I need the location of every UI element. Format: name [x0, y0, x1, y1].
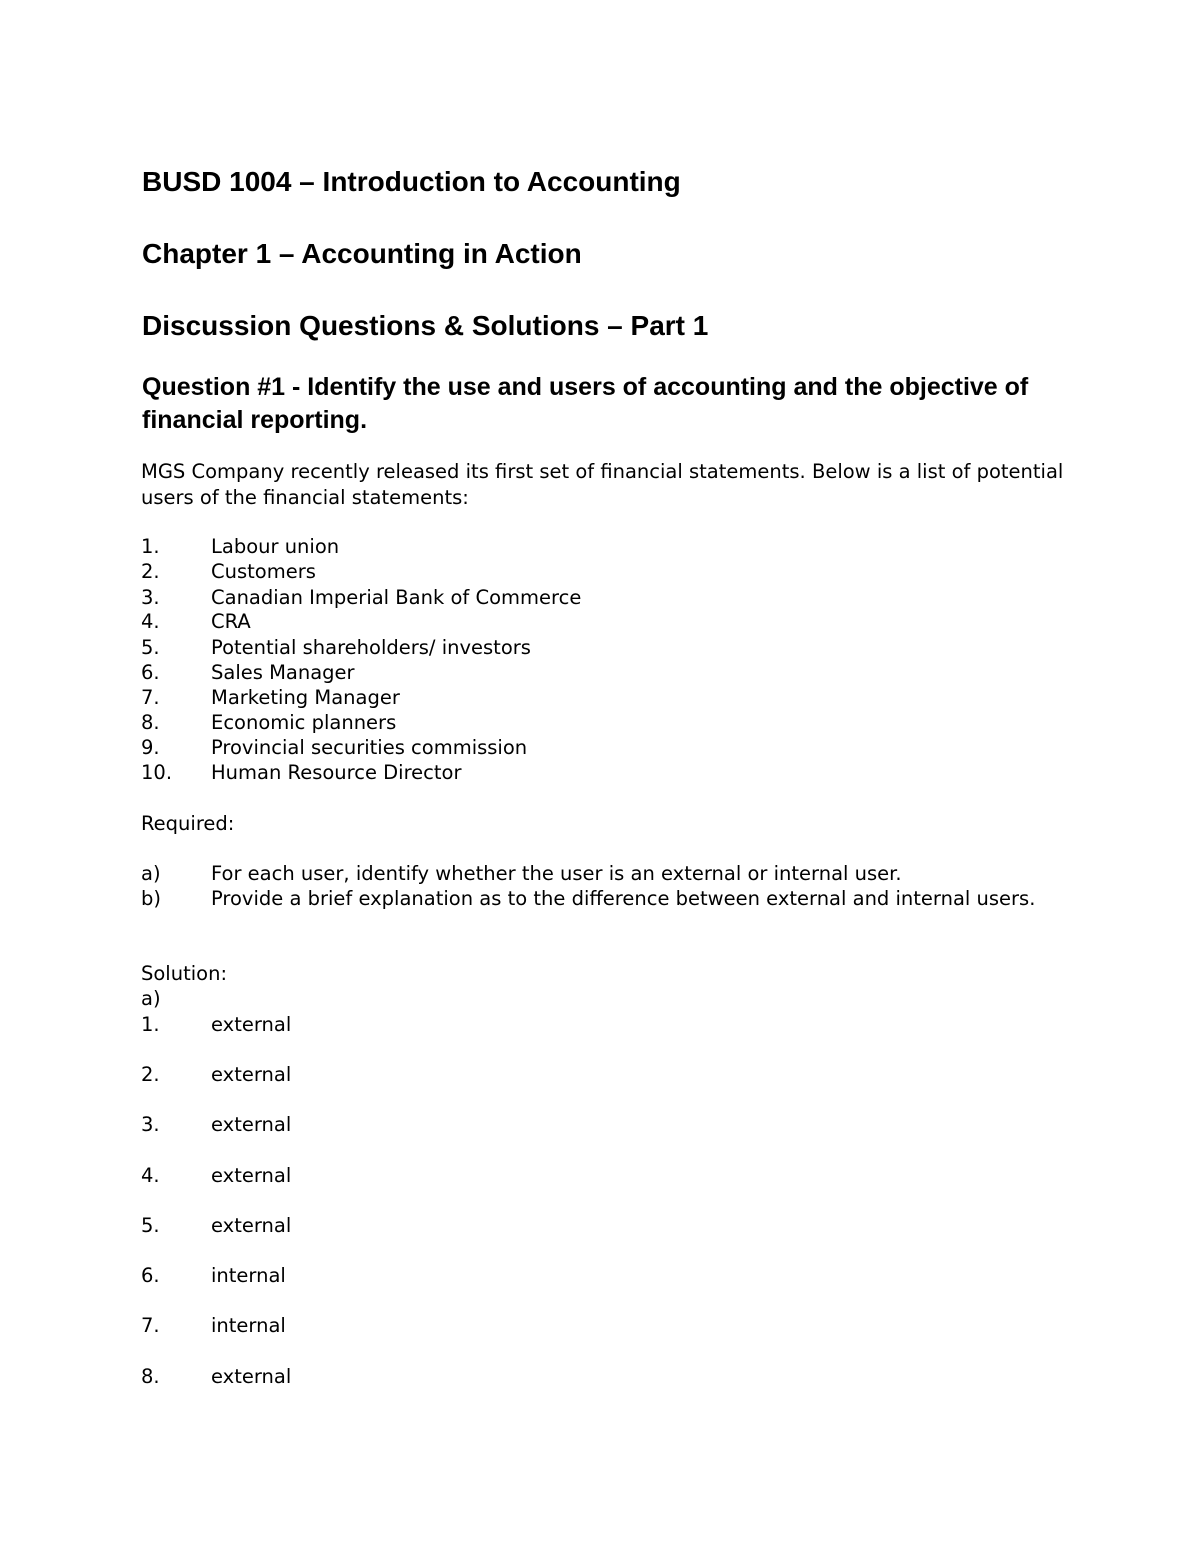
answer-text: external [211, 1365, 292, 1388]
required-text: Provide a brief explanation as to the difference between external and internal users. [211, 887, 1036, 910]
answer-text: external [211, 1063, 292, 1086]
required-label: Required: [141, 812, 235, 835]
answer-item [141, 1112, 291, 1138]
answer-number: 8. [141, 1365, 160, 1388]
list-text: CRA [211, 610, 251, 633]
answer-item [141, 1062, 291, 1088]
list-text: Labour union [211, 535, 340, 558]
required-text: For each user, identify whether the user is an external or internal user. [211, 862, 902, 885]
list-number: 3. [141, 586, 160, 609]
list-text: Provincial securities commission [211, 736, 528, 759]
list-item [141, 559, 316, 585]
list-number: 2. [141, 560, 160, 583]
answer-item [141, 1213, 291, 1239]
list-text: Canadian Imperial Bank of Commerce [211, 586, 582, 609]
list-item [141, 585, 581, 611]
intro-paragraph: MGS Company recently released its first set of financial statements. Below is a list of potential users of the financial statements: [141, 460, 1064, 509]
answer-number: 7. [141, 1314, 160, 1337]
list-text: Human Resource Director [211, 761, 462, 784]
answer-text: external [211, 1113, 292, 1136]
answer-item [141, 1012, 291, 1038]
answer-item [141, 1263, 286, 1289]
solution-label: Solution: [141, 962, 228, 985]
required-letter: a) [141, 862, 161, 885]
chapter-title: Chapter 1 – Accounting in Action [142, 238, 582, 269]
list-text: Customers [211, 560, 316, 583]
solution-part: a) [141, 987, 161, 1010]
list-text: Economic planners [211, 711, 397, 734]
answer-text: external [211, 1214, 292, 1237]
list-text: Sales Manager [211, 661, 355, 684]
list-number: 9. [141, 736, 160, 759]
list-number: 8. [141, 711, 160, 734]
question-heading: Question #1 - Identify the use and users of accounting and the objective of financial reporting. [142, 373, 1029, 434]
required-letter: b) [141, 887, 161, 910]
answer-text: internal [211, 1264, 286, 1287]
list-number: 5. [141, 636, 160, 659]
list-item [141, 534, 339, 560]
list-item [141, 609, 251, 635]
answer-number: 3. [141, 1113, 160, 1136]
course-title: BUSD 1004 – Introduction to Accounting [142, 166, 681, 197]
answer-text: internal [211, 1314, 286, 1337]
list-text: Potential shareholders/ investors [211, 636, 531, 659]
answer-number: 6. [141, 1264, 160, 1287]
answer-number: 4. [141, 1164, 160, 1187]
answer-number: 2. [141, 1063, 160, 1086]
section-title: Discussion Questions & Solutions – Part 1 [142, 310, 709, 341]
answer-number: 5. [141, 1214, 160, 1237]
list-item [141, 635, 531, 661]
list-item [141, 735, 527, 761]
required-item [141, 861, 902, 887]
answer-item [141, 1364, 291, 1390]
list-number: 6. [141, 661, 160, 684]
answer-item [141, 1313, 286, 1339]
list-item [141, 660, 355, 686]
list-item [141, 685, 400, 711]
answer-number: 1. [141, 1013, 160, 1036]
answer-text: external [211, 1013, 292, 1036]
list-number: 1. [141, 535, 160, 558]
list-number: 10. [141, 761, 173, 784]
required-item [141, 886, 1071, 912]
answer-item [141, 1163, 291, 1189]
answer-text: external [211, 1164, 292, 1187]
list-number: 7. [141, 686, 160, 709]
list-text: Marketing Manager [211, 686, 400, 709]
list-number: 4. [141, 610, 160, 633]
list-item [141, 760, 461, 786]
list-item [141, 710, 396, 736]
